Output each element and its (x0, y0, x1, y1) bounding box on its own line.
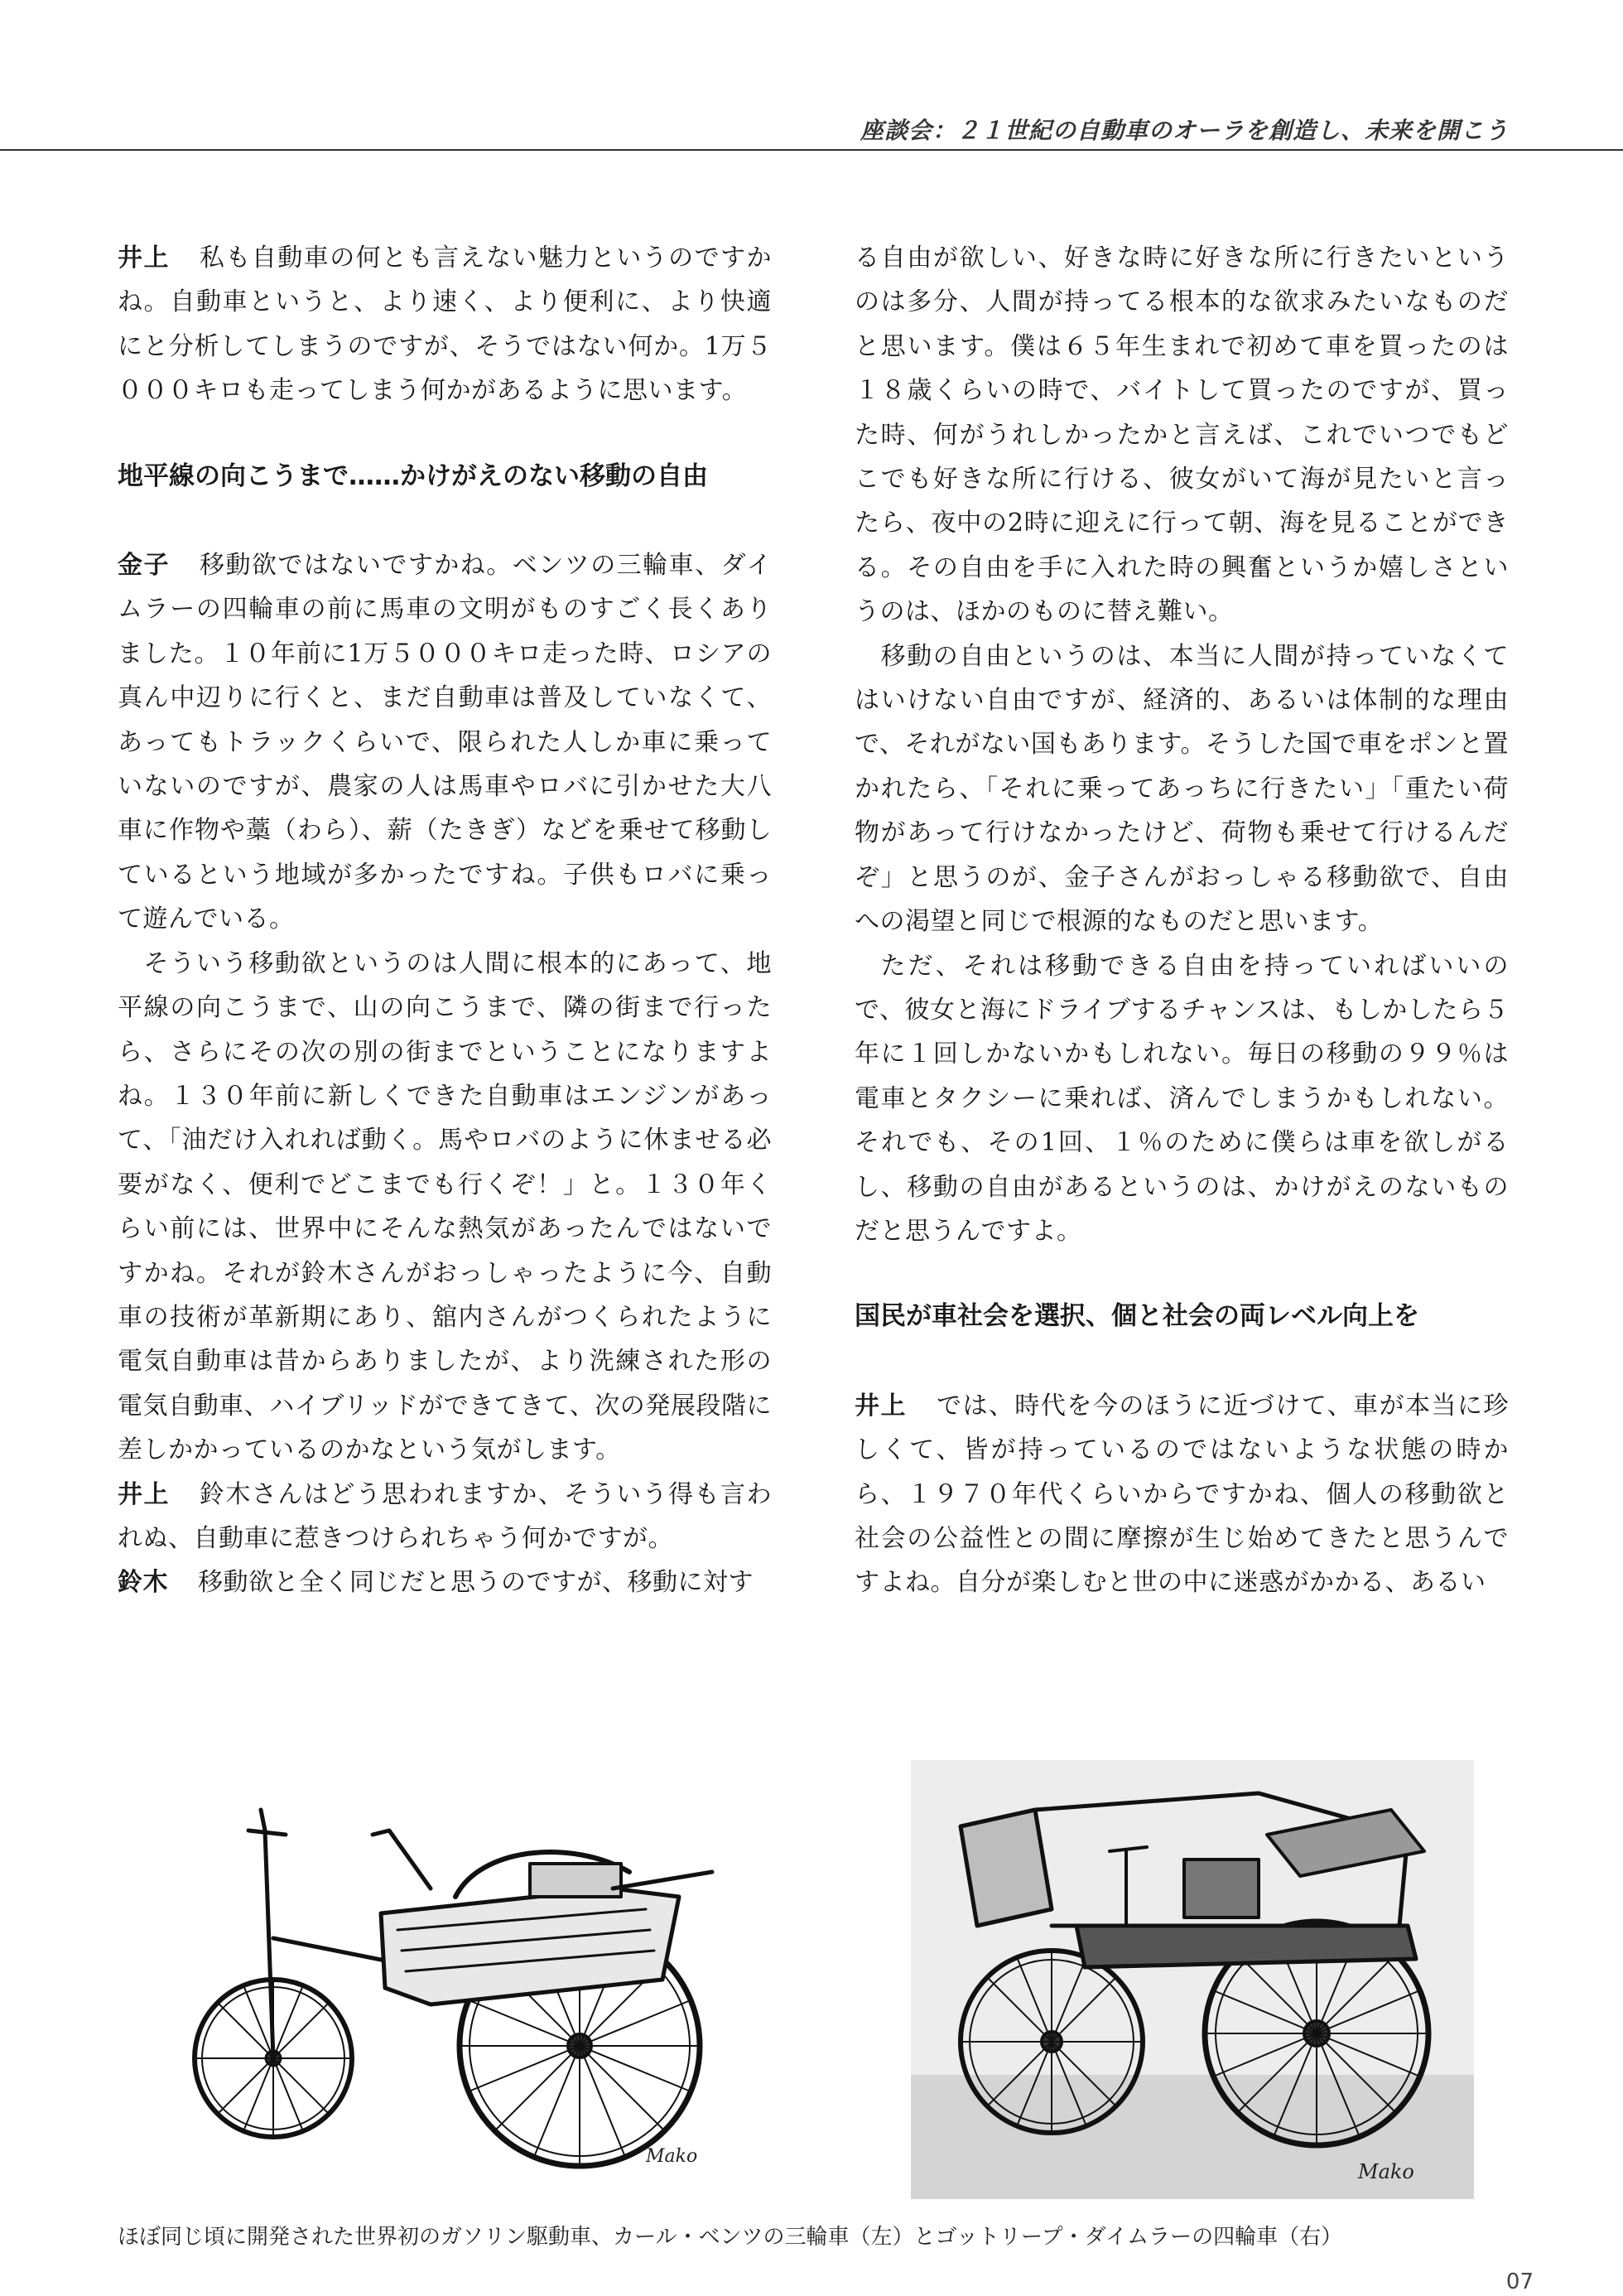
running-header: 座談会：２１世紀の自動車のオーラを創造し、未来を開こう (860, 117, 1509, 144)
left-column (118, 236, 772, 1605)
speaker-name: 鈴木 (118, 1568, 168, 1598)
daimler-carriage-illustration (911, 1760, 1474, 2199)
paragraph (118, 236, 772, 413)
speaker-name: 井上 (855, 1391, 907, 1421)
paragraph-text: では、時代を今のほうに近づけて、車が本当に珍しくて、皆が持っているのではないような状態の時から、１９７０年代くらいからですかね、個人の移動欲と社会の公益性との間に摩擦が生じ始めてきたと思うんですよね。自分が楽しむと世の中に迷惑がかかる、あるい (855, 1391, 1509, 1598)
paragraph: 移動の自由というのは、本当に人間が持っていなくてはいけない自由ですが、経済的、あるいは体制的な理由で、それがない国もあります。そうした国で車をポンと置かれたら、「それに乗ってあっちに行きたい」「重たい荷物があって行けなかったけど、荷物も乗せて行けるんだぞ」と思うのが、金子さんがおっしゃる移動欲で、自由への渇望と同じで根源的なものだと思います。 (855, 641, 1509, 937)
speaker-name: 金子 (118, 551, 170, 581)
paragraph-text: 移動欲と全く同じだと思うのですが、移動に対す (198, 1568, 754, 1598)
front-wheel (961, 1951, 1143, 2133)
section-heading: 国民が車社会を選択、個と社会の両レベル向上を (855, 1301, 1419, 1332)
paragraph-text: 私も自動車の何とも言えない魅力というのですかね。自動車というと、より速く、より便利に、より快適にと分析してしまうのですが、そうではない何か。1万５０００キロも走ってしまう何かがあるように思います。 (118, 244, 773, 406)
figure-caption: ほぼ同じ頃に開発された世界初のガソリン駆動車、カール・ベンツの三輪車（左）とゴットリープ・ダイムラーの四輪車（右） (118, 2225, 1343, 2250)
paragraph: ただ、それは移動できる自由を持っていればいいので、彼女と海にドライブするチャンスは、もしかしたら５年に１回しかないかもしれない。毎日の移動の９９％は電車とタクシーに乗れば、済んでしまうかもしれない。それでも、その1回、１％のために僕らは車を欲しがるし、移動の自由があるというのは、かけがえのないものだと思うんですよ。 (855, 951, 1509, 1246)
section-heading: 地平線の向こうまで……かけがえのない移動の自由 (118, 461, 708, 491)
artist-signature: Mako (646, 2146, 698, 2167)
page-number: 07 (1505, 2269, 1534, 2294)
paragraph: る自由が欲しい、好きな時に好きな所に行きたいというのは多分、人間が持ってる根本的な欲求みたいなものだと思います。僕は６５年生まれで初めて車を買ったのは１８歳くらいの時で、バイトして買ったのですが、買った時、何がうれしかったかと言えば、これでいつでもどこでも好きな所に行ける、彼女がいて海が見たいと言ったら、夜中の2時に迎えに行って朝、海を見ることができる。その自由を手に入れた時の興奮というか嬉しさというのは、ほかのものに替え難い。 (855, 244, 1509, 627)
header-rule (0, 149, 1623, 151)
paragraph (118, 1473, 772, 1561)
paragraph (118, 543, 772, 942)
speaker-name: 井上 (118, 1479, 170, 1509)
paragraph (855, 1384, 1509, 1605)
paragraph: そういう移動欲というのは人間に根本的にあって、地平線の向こうまで、山の向こうまで、隣の街まで行ったら、さらにその次の別の街までということになりますよね。１３０年前に新しくできた自動車はエンジンがあって、「油だけ入れれば動く。馬やロバのように休ませる必要がなく、便利でどこまでも行くぞ！」と。１３０年くらい前には、世界中にそんな熱気があったんではないですかね。それが鈴木さんがおっしゃったように今、自動車の技術が革新期にあり、舘内さんがつくられたように電気自動車は昔からありましたが、より洗練された形の電気自動車、ハイブリッドができてきて、次の発展段階に差しかかっているのかなという気がします。 (118, 948, 772, 1465)
car-body (373, 1831, 712, 2004)
right-column (855, 236, 1509, 1605)
steering-tiller (248, 1810, 397, 2058)
benz-tricycle-illustration (182, 1773, 787, 2187)
paragraph-text: 移動欲ではないですかね。ベンツの三輪車、ダイムラーの四輪車の前に馬車の文明がものすごく長くありました。１０年前に1万５０００キロ走った時、ロシアの真ん中辺りに行くと、まだ自動車は普及していなくて、あってもトラックくらいで、限られた人しか車に乗っていないのですが、農家の人は馬車やロバに引かせた大八車に作物や藁（わら）、薪（たきぎ）などを乗せて移動しているという地域が多かったですね。子供もロバに乗って遊んでいる。 (118, 551, 772, 934)
paragraph (118, 1560, 772, 1604)
artist-signature: Mako (1358, 2160, 1414, 2183)
paragraph-text: 鈴木さんはどう思われますか、そういう得も言われぬ、自動車に惹きつけられちゃう何かですが。 (118, 1479, 773, 1553)
speaker-name: 井上 (118, 244, 170, 273)
